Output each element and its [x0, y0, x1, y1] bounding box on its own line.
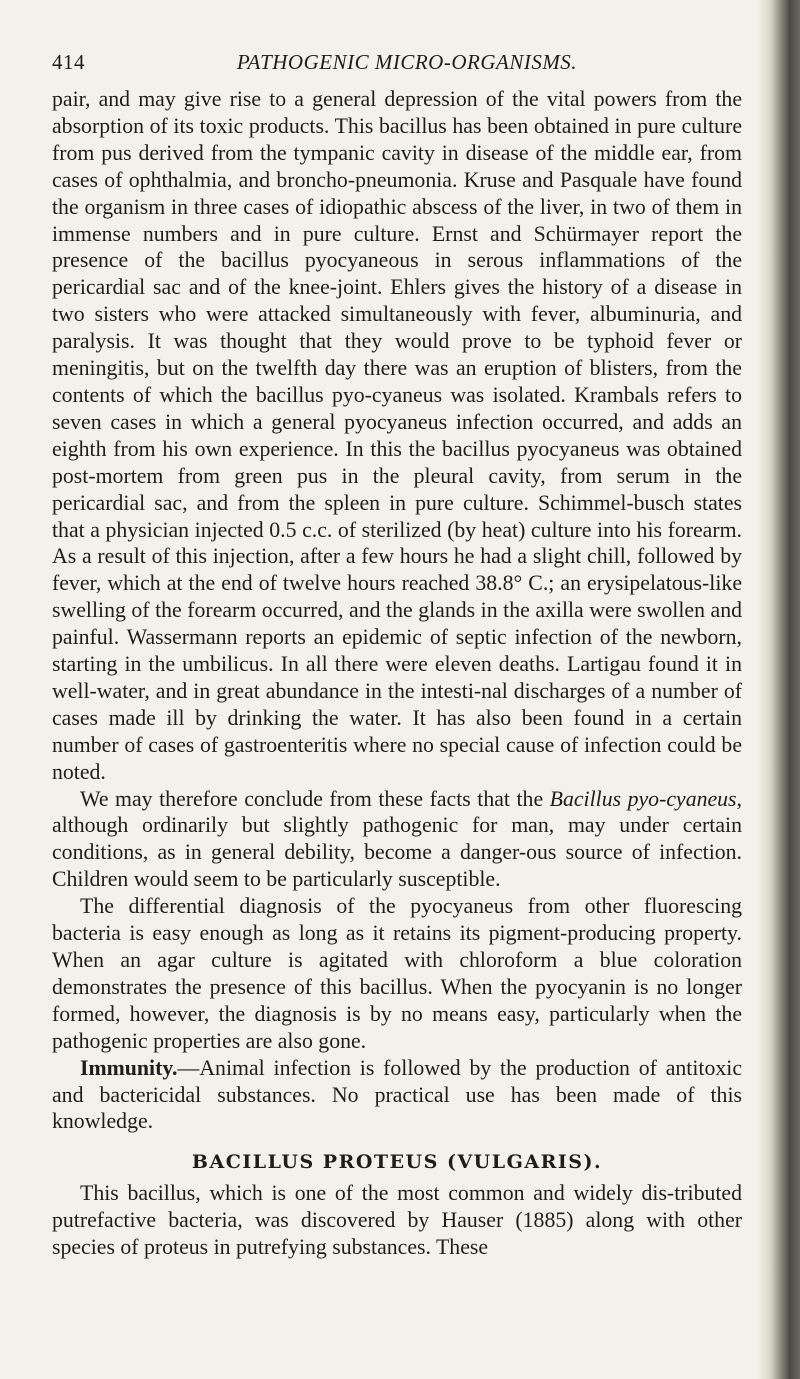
page-number: 414 — [52, 50, 85, 74]
paragraph-2 — [52, 786, 742, 894]
paragraph-3: The differential diagnosis of the pyocyaneus from other fluorescing bacteria is easy enough as long as it retains its pigment-producing property. When an agar culture is agitated with chloroform a blue coloration demonstrates the presence of this bacillus. When the pyocyanin is no longer formed, however, the diagnosis is by no means easy, particularly when the pathogenic properties are also gone. — [52, 894, 742, 1053]
body-text — [52, 86, 742, 1261]
running-title: PATHOGENIC MICRO-ORGANISMS. — [236, 50, 578, 74]
paragraph-1: pair, and may give rise to a general depression of the vital powers from the absorption of its toxic products. This bacillus has been obtained in pure culture from pus derived from the tympanic cavity in disease of the middle ear, from cases of ophthalmia, and broncho-pneumonia. Kruse and Pasquale have found the organism in three cases of idiopathic abscess of the liver, in two of them in immense numbers and in pure culture. Ernst and Schürmayer report the presence of the bacillus pyocyaneous in serous inflammations of the pericardial sac and of the knee-joint. Ehlers gives the history of a disease in two sisters who were attacked simultaneously with fever, albuminuria, and paralysis. It was thought that they would prove to be typhoid fever or meningitis, but on the twelfth day there was an eruption of blisters, from the contents of which the bacillus pyo-cyaneus was isolated. Krambals refers to seven cases in which a general pyocyaneus infection occurred, and adds an eighth from his own experience. In this the bacillus pyocyaneus was obtained post-mortem from green pus in the pleural cavity, from serum in the pericardial sac, and from the spleen in pure culture. Schimmel-busch states that a physician injected 0.5 c.c. of sterilized (by heat) culture into his forearm. As a result of this injection, after a few hours he had a slight chill, followed by fever, which at the end of twelve hours reached 38.8° C.; an erysipelatous-like swelling of the forearm occurred, and the glands in the axilla were swollen and painful. Wassermann reports an epidemic of septic infection of the newborn, starting in the umbilicus. In all there were eleven deaths. Lartigau found it in well-water, and in great abundance in the intesti-nal discharges of a number of cases made ill by drinking the water. It has also been found in a certain number of cases of gastroenteritis where no special cause of infection could be noted. — [52, 87, 742, 784]
paragraph-2-end: , although ordinarily but slightly pathogenic for man, may under certain conditions, as in general debility, become a danger-ous source of infection. Children would seem to be particularly susceptible. — [52, 786, 742, 892]
bacillus-name-italic: Bacillus pyo-cyaneus — [549, 786, 737, 811]
paragraph-5: This bacillus, which is one of the most common and widely dis-tributed putrefactive bacteria, was discovered by Hauser (1885) along with other species of proteus in putrefying substances. These — [52, 1181, 742, 1260]
paragraph-4-text: —Animal infection is followed by the production of antitoxic and bactericidal substances. No practical use has been made of this knowledge. — [52, 1055, 742, 1134]
section-heading: BACILLUS PROTEUS (VULGARIS). — [191, 1151, 603, 1174]
page-header — [52, 50, 742, 80]
paragraph-2-start: We may therefore conclude from these facts that the — [80, 786, 550, 811]
immunity-runin-heading: Immunity. — [80, 1055, 178, 1080]
book-page — [52, 50, 742, 1261]
paragraph-4 — [52, 1055, 742, 1136]
page-edge-shadow — [758, 0, 800, 1379]
